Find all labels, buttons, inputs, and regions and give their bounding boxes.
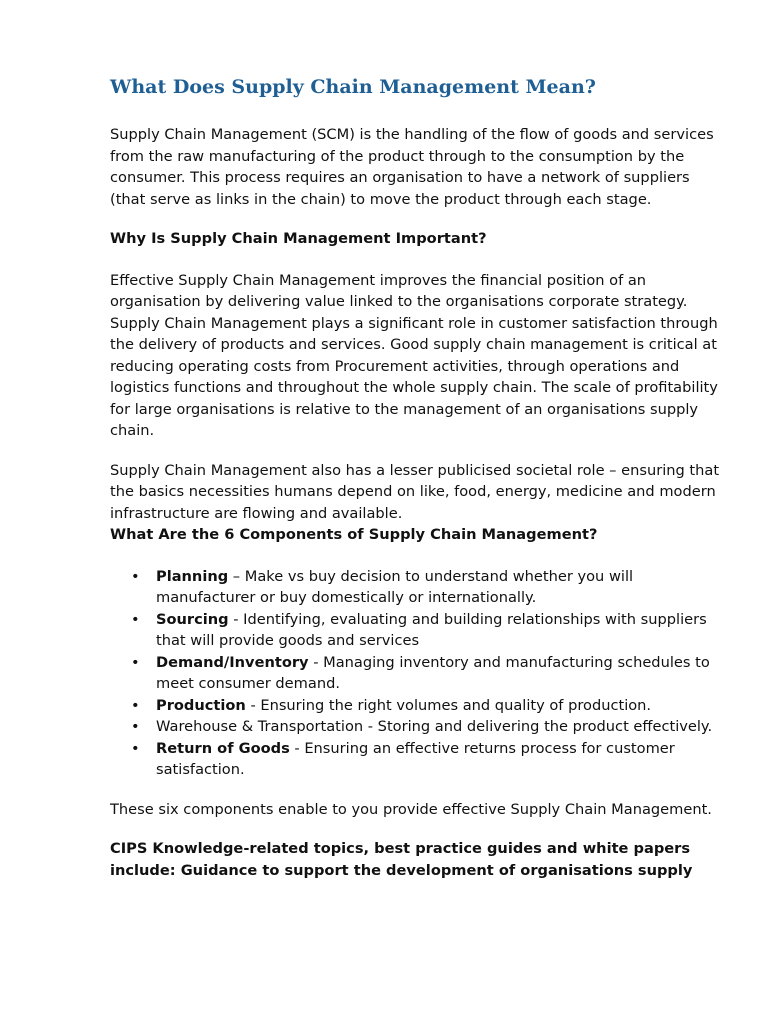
importance-paragraph: Effective Supply Chain Management improves the financial position of an organisation by delivering value linked to the organisations corporate strategy. Supply Chain Management plays a significant role in customer satisfaction through the delivery of products and services. Good supply chain management is critical at reducing operating costs from Procurement activities, through operations and logistics functions and throughout the whole supply chain. The scale of profitability for large organisations is relative to the management of an organisations supply chain. [110,271,718,439]
list-item [156,652,720,695]
component-term: Planning [156,567,229,585]
summary-paragraph: These six components enable to you provide effective Supply Chain Management. [110,800,712,818]
list-item [156,716,720,738]
list-item [156,566,720,609]
document-page [110,74,720,881]
list-item [156,609,720,652]
page-title: What Does Supply Chain Management Mean? [110,76,596,98]
component-desc: Warehouse & Transportation - Storing and delivering the product effectively. [156,718,713,735]
list-item [156,695,720,717]
societal-paragraph: Supply Chain Management also has a lesser publicised societal role – ensuring that the basics necessities humans depend on like, food, energy, medicine and modern infrastructure are flowing and available. [110,461,720,522]
cips-paragraph: CIPS Knowledge-related topics, best practice guides and white papers include: Guidance to support the development of organisations supply [110,840,693,879]
component-desc: - Ensuring the right volumes and quality of production. [245,696,652,714]
importance-heading: Why Is Supply Chain Management Important? [110,230,487,247]
component-term: Return of Goods [156,739,290,757]
components-list [110,566,720,781]
components-heading: What Are the 6 Components of Supply Chain Management? [110,526,598,543]
component-term: Sourcing [156,610,229,628]
component-term: Demand/Inventory [156,653,309,671]
component-desc: - Identifying, evaluating and building relationships with suppliers that will provide goods and services [156,610,707,649]
component-term: Production [156,696,246,714]
component-desc: - Managing inventory and manufacturing schedules to meet consumer demand. [156,653,710,692]
intro-paragraph: Supply Chain Management (SCM) is the handling of the flow of goods and services from the raw manufacturing of the product through to the consumption by the consumer. This process requires an organisation to have a network of suppliers (that serve as links in the chain) to move the product through each stage. [110,126,714,208]
list-item [156,738,720,781]
component-desc: – Make vs buy decision to understand whether you will manufacturer or buy domestically or internationally. [156,567,634,606]
component-desc: - Ensuring an effective returns process for customer satisfaction. [156,739,675,778]
